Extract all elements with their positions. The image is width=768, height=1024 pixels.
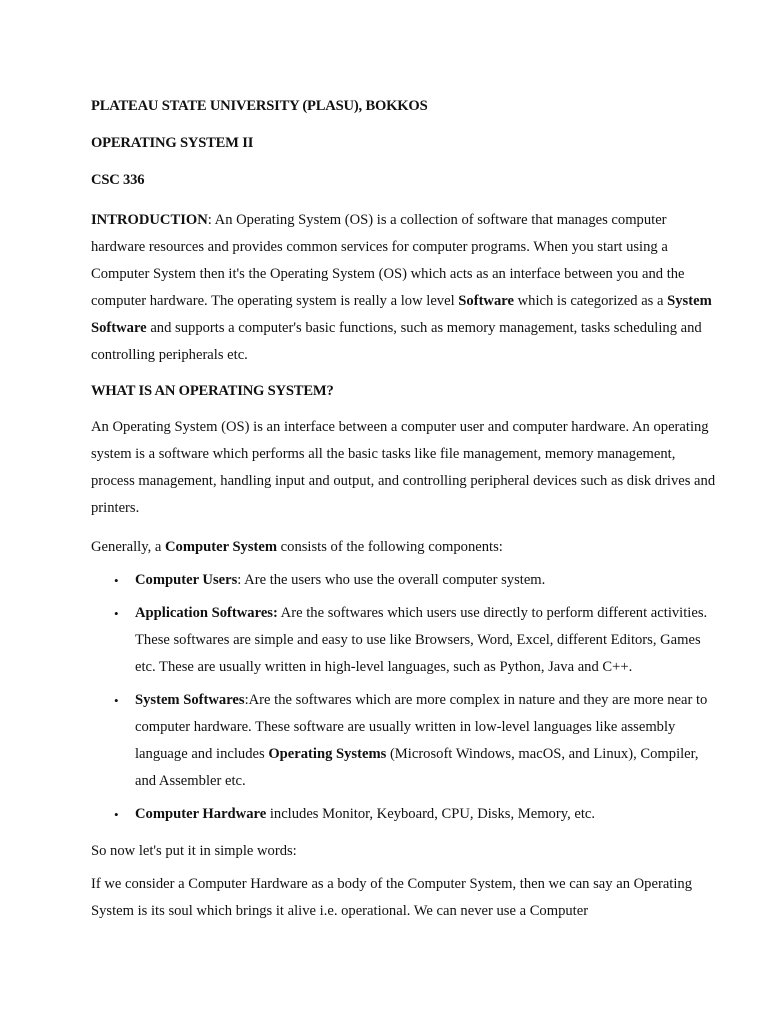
list-item-text: Are the softwares which users use directly to perform different activities. These softwares are simple and easy to use like Browsers, Word, Excel, different Editors, Games etc. These are usually written in high-level languages, such as Python, Java and C++.	[135, 605, 708, 675]
intro-text-2: which is categorized as a	[513, 293, 668, 309]
simple-words-lead: So now let's put it in simple words:	[91, 843, 297, 859]
components-lead	[91, 534, 716, 561]
introduction-paragraph	[91, 207, 716, 369]
introduction-label: INTRODUCTION	[91, 212, 208, 228]
what-is-os-paragraph: An Operating System (OS) is an interface between a computer user and computer hardware. An operating system is a software which performs all the basic tasks like file management, memory management, process management, handling input and output, and controlling peripheral devices such as disk drives and printers.	[91, 419, 716, 516]
list-item-text: includes Monitor, Keyboard, CPU, Disks, Memory, etc.	[266, 806, 596, 822]
intro-bold-software: Software	[458, 293, 514, 309]
list-item-bold-operating-systems: Operating Systems	[268, 746, 387, 762]
list-item-system-softwares	[114, 687, 716, 795]
components-lead-before: Generally, a	[91, 539, 166, 555]
bullet-icon: •	[114, 606, 119, 621]
components-list	[91, 567, 716, 828]
list-item-computer-users	[114, 567, 716, 594]
intro-text-3: and supports a computer's basic functions, such as memory management, tasks scheduling and controlling peripherals etc.	[91, 320, 702, 363]
intro-bold-system-software: System Software	[91, 293, 712, 336]
list-item-bold: System Softwares	[135, 692, 245, 708]
list-item-bold: Application Softwares:	[135, 605, 278, 621]
list-item-bold: Computer Hardware	[135, 806, 267, 822]
list-item-text: :Are the softwares which are more complex in nature and they are more near to computer hardware. These software are usually written in low-level languages like assembly language and includes	[135, 692, 708, 762]
what-is-os-heading: WHAT IS AN OPERATING SYSTEM?	[91, 383, 334, 399]
intro-text-1: : An Operating System (OS) is a collection of software that manages computer hardware resources and provides common services for computer programs. When you start using a Computer System then it's the Operating System (OS) which acts as an interface between you and the computer hardware. The operating system is really a low level	[91, 212, 685, 309]
list-item-application-softwares	[114, 600, 716, 681]
list-item-bold: Computer Users	[135, 572, 238, 588]
bullet-icon: •	[114, 807, 119, 822]
list-item-text: : Are the users who use the overall computer system.	[237, 572, 546, 588]
simple-words-paragraph: If we consider a Computer Hardware as a body of the Computer System, then we can say an Operating System is its soul which brings it alive i.e. operational. We can never use a Computer	[91, 876, 692, 919]
course-code-heading: CSC 336	[91, 172, 145, 188]
list-item-computer-hardware	[114, 801, 716, 828]
course-title-heading: OPERATING SYSTEM II	[91, 135, 254, 151]
university-heading: PLATEAU STATE UNIVERSITY (PLASU), BOKKOS	[91, 98, 428, 114]
components-lead-bold: Computer System	[165, 539, 278, 555]
list-item-text-2: (Microsoft Windows, macOS, and Linux), Compiler, and Assembler etc.	[135, 746, 699, 789]
bullet-icon: •	[114, 693, 119, 708]
document-body	[91, 96, 716, 937]
components-lead-after: consists of the following components:	[277, 539, 503, 555]
bullet-icon: •	[114, 573, 119, 588]
